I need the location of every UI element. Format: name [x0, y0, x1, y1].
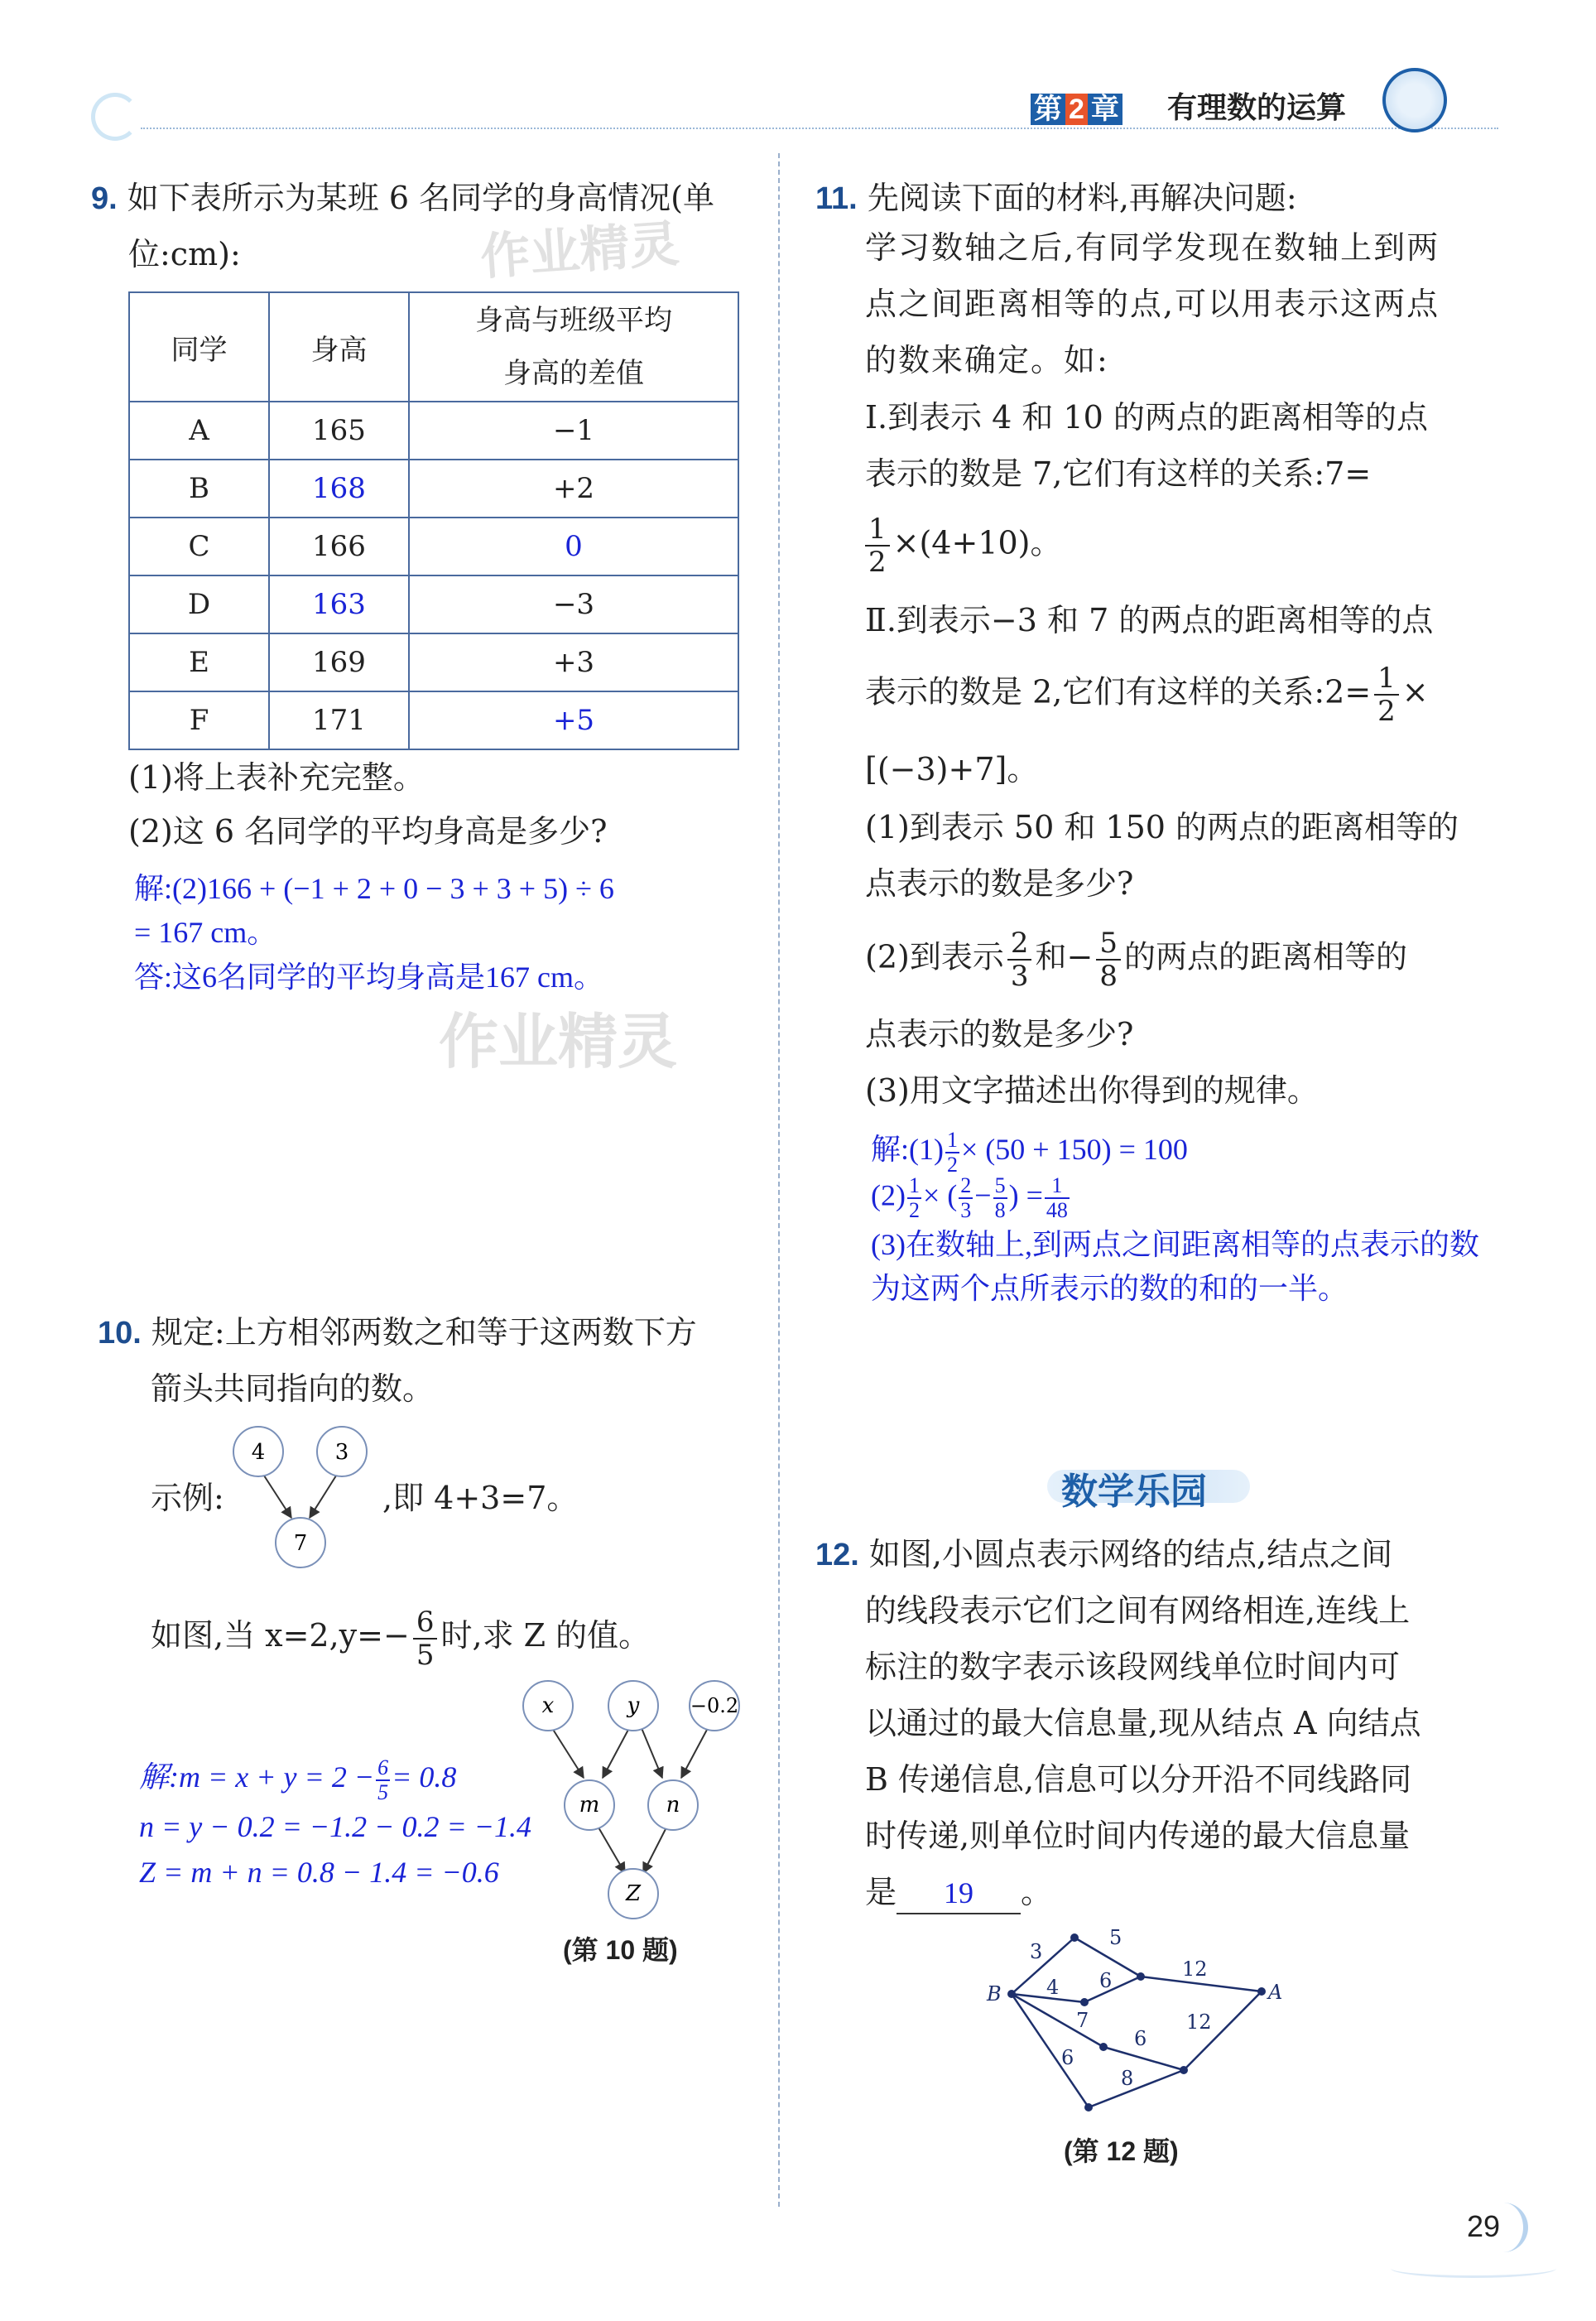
cell-height: 165	[269, 402, 409, 460]
answer-line	[871, 1126, 1188, 1177]
fraction	[865, 513, 890, 578]
frac-num: 1	[1045, 1174, 1070, 1199]
frac-num: 1	[908, 1173, 920, 1197]
answer-text: 解:(1)	[871, 1133, 944, 1166]
frac-num: 2	[960, 1173, 972, 1197]
fraction	[1374, 662, 1399, 727]
table-row	[129, 633, 738, 691]
answer-text: −	[974, 1178, 992, 1212]
frac-den: 8	[994, 1198, 1006, 1222]
node-label: 7	[293, 1531, 308, 1556]
arrow	[310, 1473, 338, 1518]
cell-height: 166	[269, 518, 409, 575]
material-text: 表示的数是 2,它们有这样的关系:2=	[865, 673, 1372, 710]
frac-den: 48	[1046, 1198, 1068, 1222]
answer-line: = 167 cm。	[134, 916, 277, 949]
example-diagram	[224, 1420, 381, 1569]
frac-den: 8	[1099, 960, 1118, 993]
question-text-cont: 位:cm):	[128, 236, 241, 272]
fraction	[959, 1174, 973, 1222]
node-label: 4	[251, 1440, 266, 1465]
section-title: 数学乐园	[1061, 1471, 1207, 1512]
subquestion-2: (2)这 6 名同学的平均身高是多少?	[128, 813, 608, 850]
cell-student: A	[129, 402, 269, 460]
arrow	[681, 1728, 708, 1778]
col-header-height: 身高	[269, 292, 409, 402]
question-text: 是	[865, 1874, 897, 1910]
question-text: 。	[1021, 1874, 1053, 1910]
arrow	[262, 1473, 291, 1518]
frac-num: 1	[1374, 662, 1399, 696]
edge-weight: 7	[1076, 2009, 1089, 2032]
question-text-cont: 箭头共同指向的数。	[151, 1370, 435, 1407]
node-dot	[1137, 1972, 1145, 1981]
col-header-diff-line2: 身高的差值	[503, 357, 644, 390]
subquestion-2-cont: 点表示的数是多少?	[865, 1016, 1134, 1052]
material-line: 学习数轴之后,有同学发现在数轴上到两	[865, 229, 1440, 266]
material-line: [(−3)+7]。	[865, 751, 1039, 787]
watermark: 作业精灵	[439, 1007, 678, 1076]
frac-num: 2	[1007, 927, 1032, 961]
watermark: 作业精灵	[478, 214, 681, 287]
frac-num: 5	[994, 1173, 1006, 1197]
question-12	[815, 1526, 1577, 1583]
answer-line: 解:(2)166 + (−1 + 2 + 0 − 3 + 3 + 5) ÷ 6	[134, 872, 614, 905]
node-dot	[1257, 1987, 1266, 1996]
question-text-cont: 的线段表示它们之间有网络相连,连线上	[865, 1592, 1411, 1629]
frac-den: 5	[377, 1779, 389, 1804]
frac-den: 5	[416, 1638, 435, 1672]
answer-text: × (	[922, 1178, 958, 1212]
question-text-cont: 标注的数字表示该段网线单位时间内可	[865, 1649, 1401, 1685]
node-label: n	[666, 1793, 680, 1818]
cell-height-answer: 168	[269, 460, 409, 518]
frac-den: 2	[1377, 695, 1396, 728]
cell-height: 169	[269, 633, 409, 691]
answer-line	[871, 1174, 1071, 1222]
edge-weight: 6	[1134, 2027, 1147, 2050]
node-label: m	[579, 1793, 600, 1818]
cell-diff-answer: 0	[409, 518, 738, 575]
node-dot	[1099, 2043, 1108, 2051]
material-line: 的数来确定。如:	[865, 342, 1109, 378]
answer-text: ) =	[1008, 1178, 1043, 1212]
header-bar	[91, 76, 1498, 134]
edge	[1012, 1994, 1103, 2047]
node-label: Z	[625, 1881, 642, 1906]
frac-den: 3	[960, 1198, 972, 1222]
arrow	[598, 1827, 625, 1873]
node-dot	[1070, 1933, 1079, 1942]
cell-diff: −3	[409, 575, 738, 633]
cell-diff-answer: +5	[409, 691, 738, 749]
node-label-a: A	[1268, 1981, 1283, 2004]
question-text: 如图,小圆点表示网络的结点,结点之间	[868, 1536, 1393, 1572]
col-header-student: 同学	[129, 292, 269, 402]
chapter-prefix: 第	[1031, 94, 1065, 125]
fraction	[1007, 927, 1032, 992]
answer-text: (2)	[871, 1178, 906, 1212]
col-header-diff-line1: 身高与班级平均	[475, 304, 672, 337]
arrow	[603, 1728, 629, 1778]
answer-text: 解:m = x + y = 2 −	[139, 1760, 375, 1794]
node-dot	[1080, 1998, 1089, 2006]
answer-text: = 0.8	[392, 1760, 457, 1794]
fraction	[907, 1174, 921, 1222]
question-text-cont	[865, 1864, 1052, 1920]
cell-student: C	[129, 518, 269, 575]
cell-student: B	[129, 460, 269, 518]
cell-diff: +2	[409, 460, 738, 518]
cell-height-answer: 163	[269, 575, 409, 633]
question-text: 如下表所示为某班 6 名同学的身高情况(单	[127, 180, 714, 216]
question-number: 9.	[91, 181, 118, 216]
material-line	[865, 662, 1429, 727]
frac-num: 1	[946, 1127, 958, 1152]
page-number: 29	[1467, 2209, 1501, 2243]
subquestion-text: 的两点的距离相等的	[1123, 938, 1407, 975]
question-text: 规定:上方相邻两数之和等于这两数下方	[151, 1314, 697, 1351]
chapter-suffix: 章	[1088, 94, 1122, 125]
fraction	[1096, 927, 1121, 992]
frac-num: 1	[865, 513, 890, 547]
frac-den: 2	[946, 1152, 958, 1177]
prompt-text: 如图,当 x=2,y=−	[151, 1617, 410, 1654]
frac-num: 6	[413, 1606, 438, 1640]
node-dot	[1007, 1990, 1016, 1998]
tree-diagram	[509, 1677, 749, 1925]
logo-g-icon	[91, 93, 139, 141]
subquestion-3: (3)用文字描述出你得到的规律。	[865, 1072, 1319, 1109]
subquestion-text: 和−	[1035, 938, 1094, 975]
question-prompt	[151, 1602, 650, 1671]
footer-decoration	[1391, 2259, 1556, 2278]
fraction	[376, 1756, 390, 1804]
question-text-cont: 以通过的最大信息量,现从结点 A 向结点	[865, 1705, 1421, 1741]
arrow	[643, 1827, 666, 1873]
edge-weight: 6	[1099, 1969, 1113, 1992]
node-dot	[1180, 2066, 1188, 2074]
edge	[1089, 2070, 1184, 2107]
subquestion-1: (1)到表示 50 和 150 的两点的距离相等的	[865, 809, 1459, 845]
cell-diff: −1	[409, 402, 738, 460]
fraction	[1045, 1174, 1070, 1222]
cell-diff: +3	[409, 633, 738, 691]
blank-answer: 19	[944, 1876, 974, 1909]
edge	[1084, 1977, 1141, 2002]
example-label: 示例:	[151, 1480, 224, 1516]
question-text-cont: B 传递信息,信息可以分开沿不同线路同	[865, 1761, 1412, 1798]
example-equation: ,即 4+3=7。	[382, 1480, 579, 1516]
subquestion-text: (2)到表示	[865, 938, 1004, 975]
col-header-diff	[409, 292, 738, 402]
table-row	[129, 575, 738, 633]
material-text: ×(4+10)。	[892, 524, 1062, 561]
material-line: 点之间距离相等的点,可以用表示这两点	[865, 286, 1440, 322]
table-row	[129, 460, 738, 518]
question-text-cont: 时传递,则单位时间内传递的最大信息量	[865, 1818, 1411, 1854]
frac-den: 3	[1010, 960, 1029, 993]
frac-den: 2	[908, 1198, 920, 1222]
frac-num: 5	[1096, 927, 1121, 961]
arrow	[642, 1728, 662, 1778]
network-diagram	[977, 1921, 1291, 2120]
edge-weight: 5	[1109, 1926, 1122, 1949]
edge-weight: 3	[1030, 1940, 1043, 1963]
material-line: Ⅱ.到表示−3 和 7 的两点的距离相等的点	[865, 602, 1434, 638]
cell-student: F	[129, 691, 269, 749]
edge	[1103, 2047, 1184, 2070]
question-number: 12.	[815, 1538, 859, 1572]
arrow	[552, 1728, 584, 1778]
edge-weight: 12	[1182, 1957, 1208, 1981]
question-number: 11.	[815, 181, 858, 216]
fraction	[945, 1129, 959, 1177]
edge	[1012, 1938, 1074, 1994]
chapter-title: 有理数的运算	[1167, 90, 1347, 124]
cell-student: E	[129, 633, 269, 691]
edge-weight: 6	[1061, 2046, 1074, 2069]
material-line: Ⅰ.到表示 4 和 10 的两点的距离相等的点	[865, 399, 1428, 436]
material-line: 表示的数是 7,它们有这样的关系:7=	[865, 455, 1372, 492]
answer-line: n = y − 0.2 = −1.2 − 0.2 = −1.4	[139, 1810, 532, 1843]
figure-caption: (第 12 题)	[1064, 2136, 1179, 2166]
chapter-number: 2	[1065, 94, 1088, 125]
answer-line: Z = m + n = 0.8 − 1.4 = −0.6	[139, 1856, 499, 1889]
answer-line: 为这两个点所表示的数的和的一半。	[871, 1272, 1348, 1305]
node-label: 3	[334, 1440, 349, 1465]
fraction	[413, 1606, 438, 1671]
node-label-b: B	[987, 1982, 1002, 2006]
question-number: 10.	[98, 1316, 142, 1351]
edge-weight: 12	[1186, 2010, 1212, 2034]
answer-line: (3)在数轴上,到两点之间距离相等的点表示的数	[871, 1228, 1479, 1261]
column-divider	[778, 153, 780, 2207]
table-row	[129, 691, 738, 749]
material-text: ×	[1401, 673, 1429, 710]
answer-blank	[897, 1872, 1021, 1914]
cell-height: 171	[269, 691, 409, 749]
height-table	[128, 291, 739, 750]
question-9	[91, 170, 762, 227]
node-dot	[1084, 2103, 1093, 2112]
edge-weight: 8	[1121, 2067, 1134, 2090]
frac-den: 2	[868, 546, 887, 579]
node-label: −0.2	[690, 1694, 739, 1717]
subquestion-2	[865, 927, 1407, 992]
table-row	[129, 518, 738, 575]
fraction	[993, 1174, 1007, 1222]
material-line	[865, 513, 1062, 578]
answer-line	[139, 1754, 456, 1804]
figure-caption: (第 10 题)	[563, 1935, 678, 1965]
question-10	[98, 1304, 760, 1361]
publisher-logo-icon	[1382, 68, 1447, 132]
subquestion-1: (1)将上表补充完整。	[128, 759, 425, 796]
prompt-text: 时,求 Z 的值。	[440, 1617, 651, 1654]
node-label: y	[627, 1693, 640, 1718]
frac-num: 6	[377, 1755, 389, 1779]
table-row	[129, 402, 738, 460]
subquestion-1-cont: 点表示的数是多少?	[865, 865, 1134, 902]
header-rule	[141, 128, 1498, 129]
answer-line: 答:这6名同学的平均身高是167 cm。	[134, 961, 603, 994]
edge-weight: 4	[1046, 1976, 1060, 1999]
answer-text: × (50 + 150) = 100	[960, 1133, 1188, 1166]
question-11	[815, 170, 1577, 227]
question-text: 先阅读下面的材料,再解决问题:	[867, 180, 1297, 216]
node-label: x	[541, 1693, 555, 1718]
chapter-badge	[1031, 86, 1122, 127]
cell-student: D	[129, 575, 269, 633]
